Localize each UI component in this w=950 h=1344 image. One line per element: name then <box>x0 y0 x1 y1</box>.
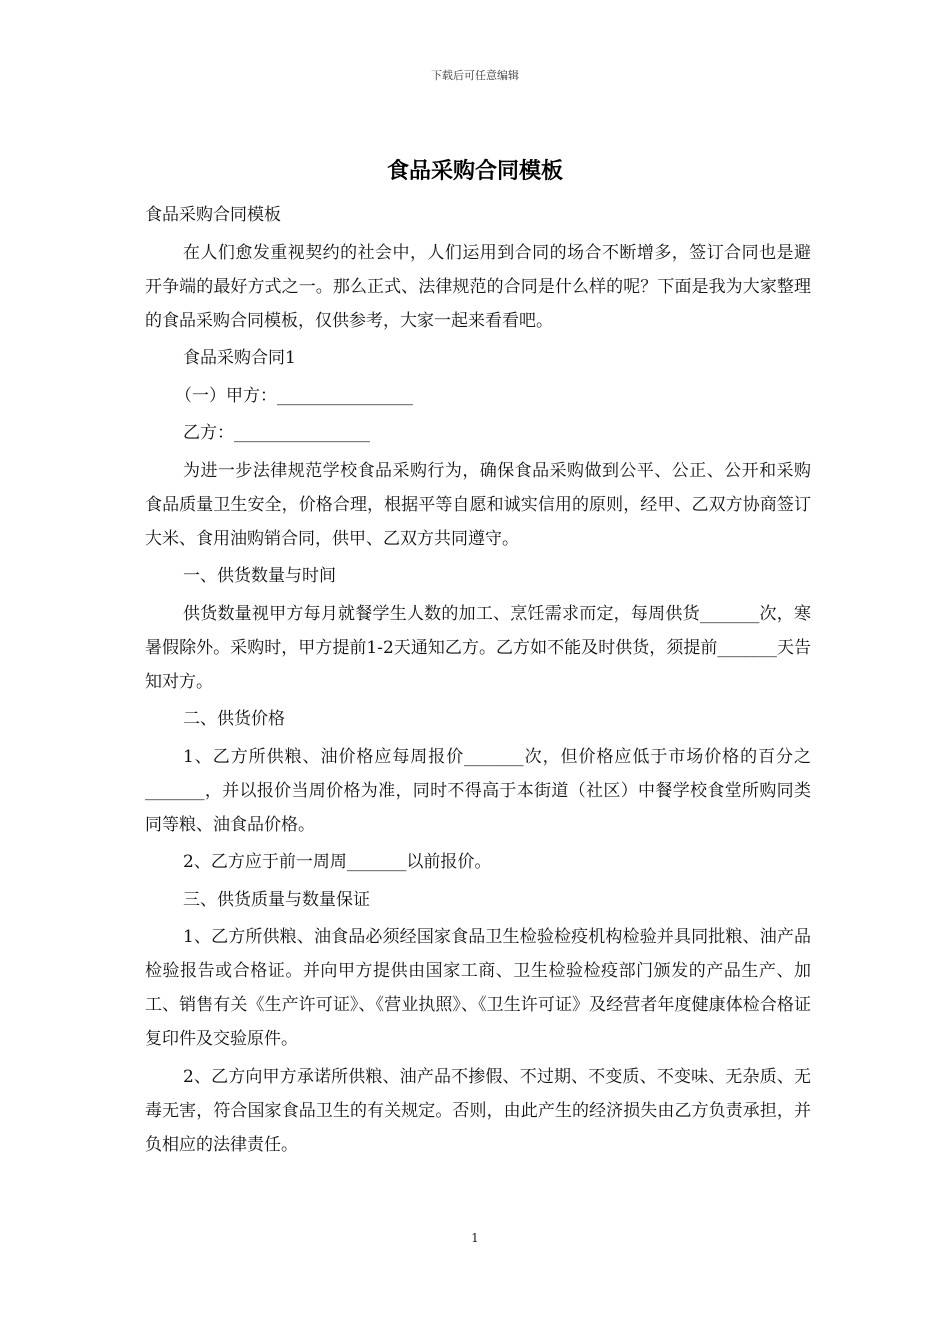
page-number: 1 <box>471 1231 479 1245</box>
quality-clause-1: 1、乙方所供粮、油食品必须经国家食品卫生检验检疫机构检验并具同批粮、油产品检验报告或合格证。并向甲方提供由国家工商、卫生检验检疫部门颁发的产品生产、加工、销售有关《生产许可证》、《营业执照》、《卫生许可证》及经营者年度健康体检合格证复印件及交验原件。 <box>145 927 811 1049</box>
subtitle-paragraph: 食品采购合同模板 <box>145 205 281 225</box>
section-heading-2: 二、供货价格 <box>183 709 285 729</box>
page-title: 食品采购合同模板 <box>386 159 563 184</box>
contract-heading: 食品采购合同1 <box>183 348 296 368</box>
header-note: 下载后可任意编辑 <box>431 69 519 82</box>
section-heading-1: 一、供货数量与时间 <box>183 566 336 586</box>
price-clause-2: 2、乙方应于前一周周_______以前报价。 <box>183 852 492 872</box>
document-body <box>145 198 811 1165</box>
quantity-paragraph: 供货数量视甲方每月就餐学生人数的加工、烹饪需求而定，每周供货_______次，寒暑假除外。采购时，甲方提前1-2天通知乙方。乙方如不能及时供货，须提前_______天告知对方。 <box>145 603 811 692</box>
section-heading-3: 三、供货质量与数量保证 <box>183 889 370 910</box>
price-clause-1: 1、乙方所供粮、油价格应每周报价_______次，但价格应低于市场价格的百分之_______，并以报价当周价格为准，同时不得高于本街道（社区）中餐学校食堂所购同类同等粮、油食品价格。 <box>145 746 811 835</box>
party-a-line: （一）甲方：________________ <box>175 385 413 406</box>
purpose-paragraph: 为进一步法律规范学校食品采购行为，确保食品采购做到公平、公正、公开和采购食品质量卫生安全，价格合理，根据平等自愿和诚实信用的原则，经甲、乙双方协商签订大米、食用油购销合同，供甲、乙双方共同遵守。 <box>145 460 811 549</box>
party-b-line: 乙方：________________ <box>183 423 370 443</box>
quality-clause-2: 2、乙方向甲方承诺所供粮、油产品不掺假、不过期、不变质、不变味、无杂质、无毒无害，符合国家食品卫生的有关规定。否则，由此产生的经济损失由乙方负责承担，并负相应的法律责任。 <box>145 1066 811 1155</box>
intro-paragraph: 在人们愈发重视契约的社会中，人们运用到合同的场合不断增多，签订合同也是避开争端的最好方式之一。那么正式、法律规范的合同是什么样的呢？下面是我为大家整理的食品采购合同模板，仅供参考，大家一起来看看吧。 <box>145 242 811 331</box>
